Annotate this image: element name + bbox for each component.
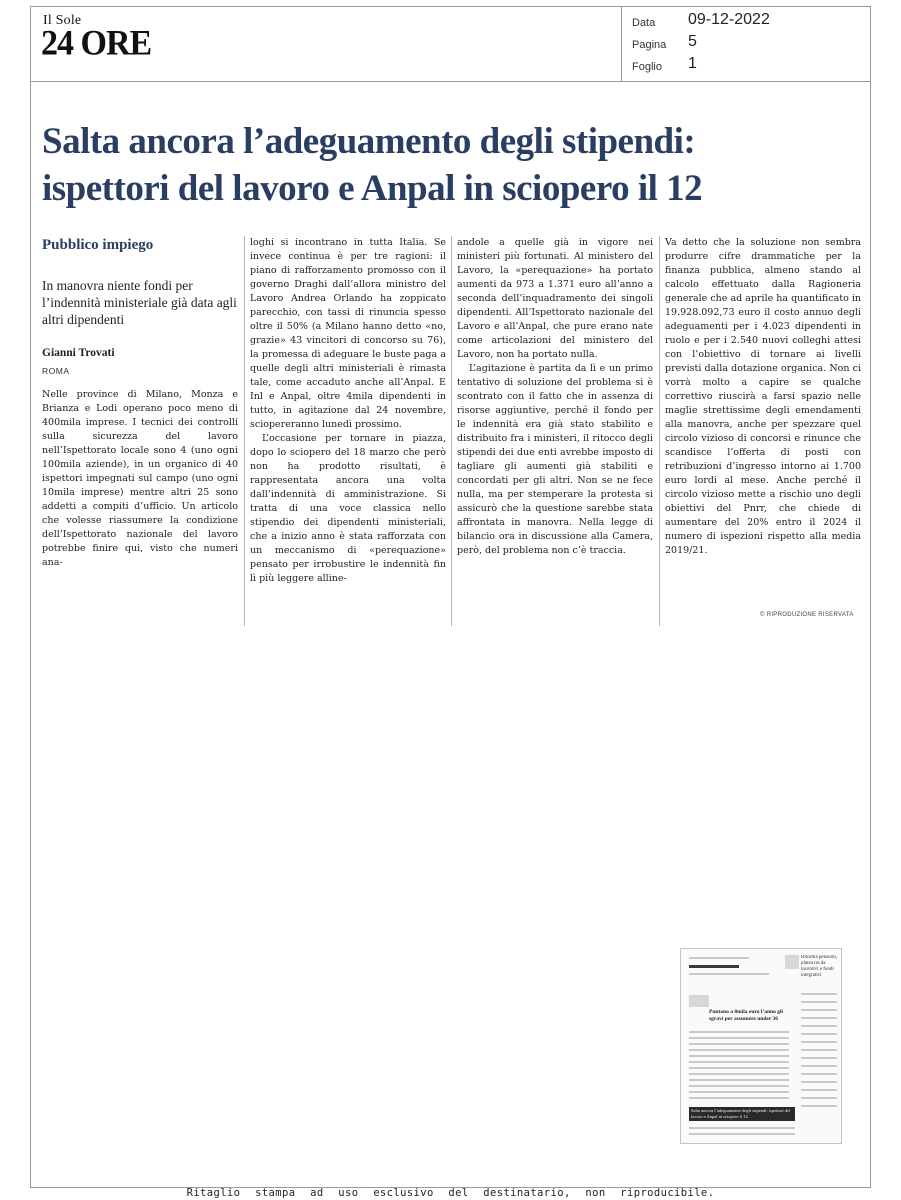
column-divider	[451, 236, 452, 626]
thumb-line	[689, 1055, 789, 1057]
clipping-header	[31, 7, 870, 82]
column-2-paragraph-1: loghi si incontrano in tutta Italia. Se invece continua è per tre ragioni: il piano di rafforzamento promosso con il governo Draghi dall’allora ministro del Lavoro Andrea Orlando ha zoppicato parecchio, con tassi di rinuncia spesso oltre il 50% (a Milano hanno detto «no, grazie» 43 vincitori di concorso su 76), la promessa di adeguare le buste paga a quelle degli altri ministeriali è rimasta tale, come accaduto anche all’Anpal. E Inl e Anpal, oltre 4mila dipendenti in tutto, in agitazione dal 24 novembre, sciopereranno lunedì prossimo.	[250, 237, 446, 430]
thumb-line	[689, 1127, 795, 1129]
thumb-line	[801, 1025, 837, 1027]
thumb-line	[689, 1097, 789, 1099]
column-4-paragraph: Va detto che la soluzione non sembra produrre cifre drammatiche per la finanza pubblica, almeno stando al calcolo effettuato dalla Ragioneria generale che ad aprile ha quantificato in 19.928.092,73 euro il costo annuo degli adeguamenti per i 4.023 dipendenti in ruolo e per i 2.540 nuovi colleghi attesi con l’obiettivo di tornare ai livelli previsti dalla dotazione organica. Non ci vorrà molto a capire se qualche correttivo riuscirà a farsi spazio nelle maglie strettissime degli emendamenti alla manovra, anche per spezzare quel circolo vizioso di concorsi e rinunce che scandisce l’offerta di posti con retribuzioni d’ingresso intorno ai 1.700 euro lordi al mese. Anche perché il circolo vizioso mette a rischio uno degli obiettivi del Pnrr, che chiede di aumentare del 20% entro il 2024 il numero di ispezioni rispetto alla media 2019/21.	[665, 237, 861, 556]
thumb-highlight-text: Salta ancora l’adeguamento degli stipendi: ispettori del lavoro e Anpal in sciopero il 12	[691, 1108, 791, 1119]
headline-line-1: Salta ancora l’adeguamento degli stipendi:	[42, 121, 696, 162]
thumb-line	[689, 1043, 789, 1045]
thumb-line	[801, 1097, 837, 1099]
thumb-logo	[785, 955, 799, 969]
article-author: Gianni Trovati	[42, 347, 115, 359]
thumb-line	[801, 1017, 837, 1019]
thumb-line	[689, 1133, 795, 1135]
article-column-3	[457, 236, 653, 626]
thumb-line	[801, 993, 837, 995]
thumb-line	[689, 1061, 789, 1063]
page-label: Pagina	[632, 39, 667, 51]
thumb-line	[801, 1049, 837, 1051]
sheet-label: Foglio	[632, 61, 662, 73]
thumb-line	[689, 1073, 789, 1075]
thumb-image	[689, 995, 709, 1007]
date-value: 09-12-2022	[688, 11, 770, 28]
clipping-footer-disclaimer: Ritaglio stampa ad uso esclusivo del destinatario, non riproducibile.	[186, 1187, 715, 1199]
page-row	[632, 33, 862, 55]
thumb-line	[801, 1057, 837, 1059]
article-headline	[42, 118, 832, 212]
thumb-line	[801, 1041, 837, 1043]
article-subhead: In manovra niente fondi per l’indennità ministeriale già data agli altri dipendenti	[42, 278, 237, 327]
column-3-paragraph-1: andole a quelle già in vigore nei ministeri più fortunati. Al ministero del Lavoro, la «perequazione» ha portato aumenti da 973 a 1.371 euro all’anno a seconda dell’inquadramento dei singoli dipendenti. All’Ispettorato nazionale del Lavoro e all’Anpal, che pure erano nate come articolazioni del ministero del Lavoro, non ha portato nulla.	[457, 237, 653, 360]
column-divider	[659, 236, 660, 626]
logo-main-text: 24 ORE	[41, 24, 152, 63]
thumb-line	[801, 1081, 837, 1083]
thumb-headline-b: Puntano a 8mila euro l’anno gli sgravi per assumere under 36	[709, 1009, 784, 1022]
column-1-paragraph: Nelle province di Milano, Monza e Brianza e Lodi operano poco meno di 400mila imprese. I tecnici dei controlli sulla sicurezza del lavoro nell’Ispettorato locale sono 4 (uno ogni 100mila aziende), in un organico di 40 ispettori impegnati sul campo (uno ogni 10mila imprese) mentre altri 25 sono addetti a compiti d’ufficio. Un articolo che volesse riassumere la condizione dell’Ispettorato nazionale del lavoro potrebbe finire qui, visto che numeri ana-	[42, 389, 238, 568]
column-3-paragraph-2: L’agitazione è partita da lì e un primo tentativo di soluzione del problema si è scontrato con il fatto che in assenza di risorse aggiuntive, perché il fondo per le indennità era già stato stabilito e distribuito fra i ministeri, il ritocco degli stipendi dei due enti avrebbe imposto di tagliare gli aumenti già stabiliti e concordati per gli altri. Non se ne fece nulla, ma per stemperare la protesta si assicurò che la questione sarebbe stata affrontata in manovra. Nella legge di bilancio ora in discussione alla Camera, però, del problema non c’è traccia.	[457, 363, 653, 556]
thumb-masthead	[689, 965, 739, 968]
column-divider	[244, 236, 245, 626]
thumb-line	[689, 973, 769, 975]
thumb-line	[801, 1089, 837, 1091]
thumb-line	[689, 1031, 789, 1033]
page-thumbnail	[680, 948, 842, 1144]
thumb-line	[689, 1091, 789, 1093]
date-row	[632, 11, 862, 33]
thumb-line	[689, 1049, 789, 1051]
thumb-line	[801, 1065, 837, 1067]
article-dateline: ROMA	[42, 366, 70, 376]
headline-line-2: ispettori del lavoro e Anpal in sciopero il 12	[42, 168, 703, 209]
section-kicker: Pubblico impiego	[42, 237, 154, 253]
date-label: Data	[632, 17, 656, 29]
thumb-line	[689, 1037, 789, 1039]
thumb-line	[801, 1001, 837, 1003]
newspaper-logo	[41, 13, 191, 77]
column-2-paragraph-2: L’occasione per tornare in piazza, dopo lo sciopero del 18 marzo che però non ha prodotto risultati, è rappresentata ancora una volta dall’indennità di amministrazione. Si tratta di una voce classica nello stipendio dei dipendenti ministeriali, che a inizio anno è stata rafforzata con un meccanismo di «perequazione» pensato per irrobustire le indennità fin lì più leggere alline-	[250, 433, 446, 584]
thumb-line	[801, 1033, 837, 1035]
sheet-row	[632, 55, 862, 77]
thumb-line	[689, 1079, 789, 1081]
page-value: 5	[688, 33, 697, 50]
thumb-line	[801, 1105, 837, 1107]
article-column-1	[42, 388, 238, 588]
thumb-line	[801, 1009, 837, 1011]
article-column-4	[665, 236, 861, 616]
clipping-metadata	[621, 7, 871, 81]
copyright-notice: © RIPRODUZIONE RISERVATA	[760, 612, 854, 618]
logo-top-text: Il Sole	[43, 13, 82, 28]
thumb-article-highlight	[689, 1107, 795, 1121]
thumb-line	[689, 957, 749, 959]
thumb-line	[689, 1067, 789, 1069]
article-column-2	[250, 236, 446, 626]
sheet-value: 1	[688, 55, 697, 72]
thumb-headline-a: Riforma pensioni, platea tra da incentivi e fondi integrativi	[801, 955, 838, 978]
thumb-line	[801, 1073, 837, 1075]
thumb-line	[689, 1085, 789, 1087]
